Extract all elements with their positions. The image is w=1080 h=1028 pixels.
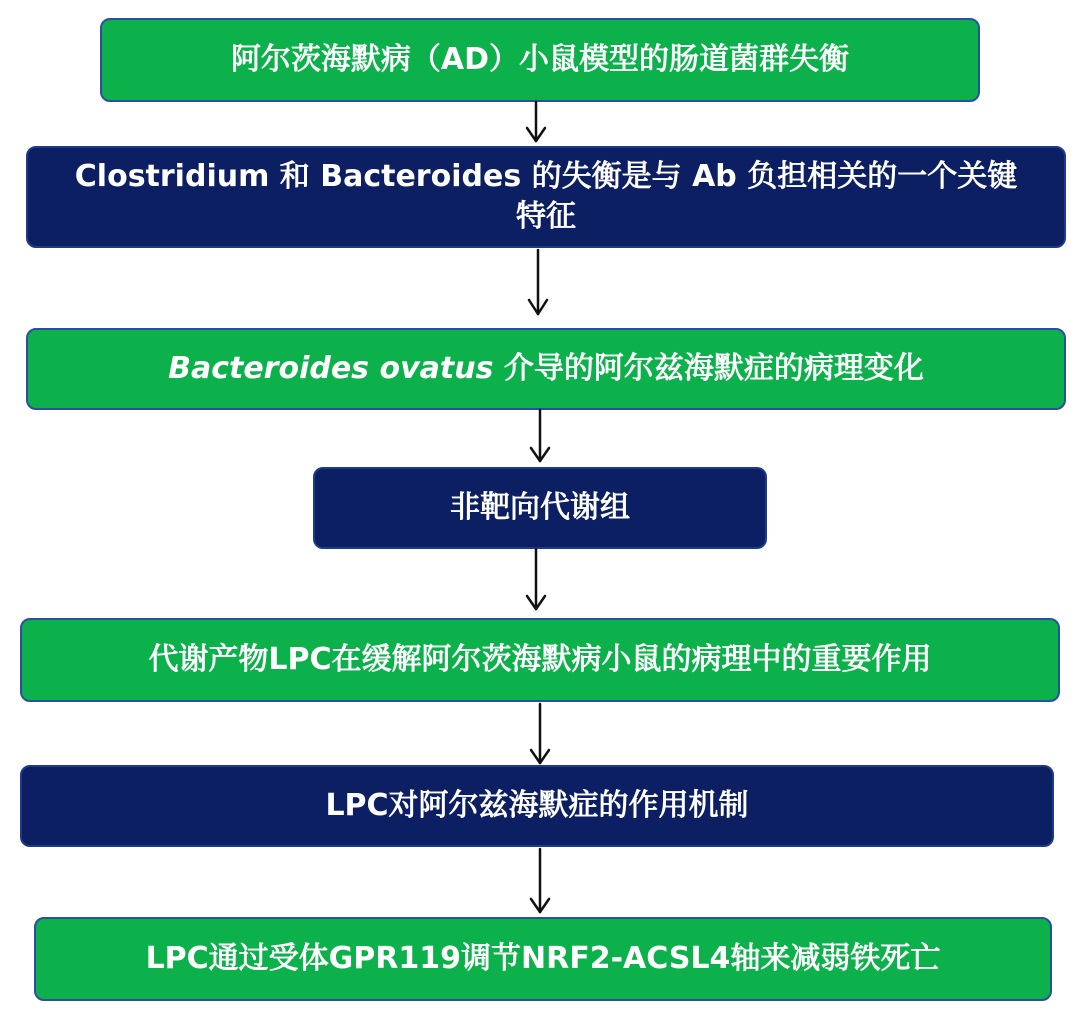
flow-step-3-rest: 介导的阿尔兹海默症的病理变化 <box>493 351 924 386</box>
flow-step-6-text: LPC对阿尔兹海默症的作用机制 <box>325 788 749 823</box>
flow-step-4-text: 非靶向代谢组 <box>450 490 630 525</box>
flow-step-5-text: 代谢产物LPC在缓解阿尔茨海默病小鼠的病理中的重要作用 <box>148 642 932 677</box>
flow-step-1-text: 阿尔茨海默病（AD）小鼠模型的肠道菌群失衡 <box>230 42 850 77</box>
flow-step-7-text: LPC通过受体GPR119调节NRF2-ACSL4轴来减弱铁死亡 <box>145 941 941 976</box>
flow-step-3-species: Bacteroides ovatus <box>168 351 494 386</box>
flow-step-2-text: Clostridium 和 Bacteroides 的失衡是与 Ab 负担相关的一个关键特征 <box>74 159 1018 234</box>
